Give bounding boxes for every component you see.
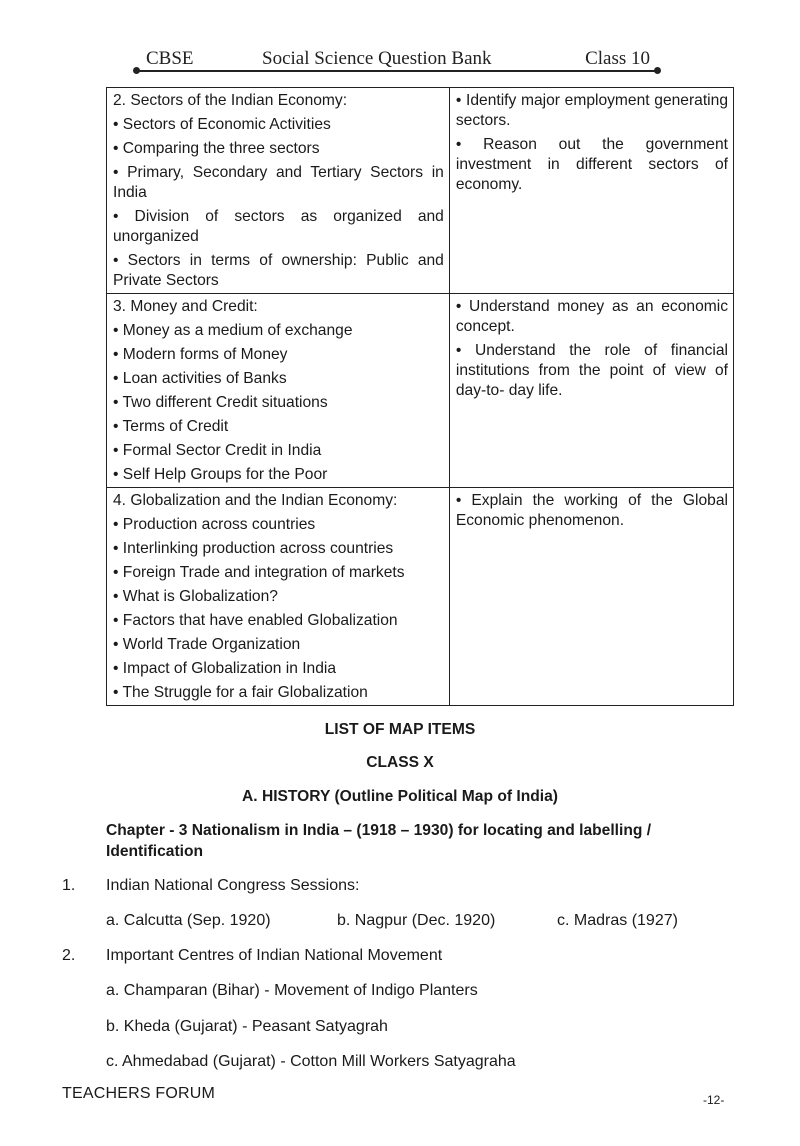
objective-item: • Explain the working of the Global Economic phenomenon. (455, 492, 728, 529)
objective-item: • Understand money as an economic concept. (455, 298, 728, 335)
header-rule (136, 70, 658, 72)
header-rule-dot-left (133, 67, 140, 74)
header-class: Class 10 (585, 48, 650, 69)
item-text: Important Centres of Indian National Movement (106, 947, 443, 964)
topic-item: 4. Globalization and the Indian Economy: (113, 492, 398, 509)
topic-item: • The Struggle for a fair Globalization (113, 684, 368, 701)
history-section-heading: A. HISTORY (Outline Political Map of India) (242, 788, 558, 805)
topic-item: • Terms of Credit (113, 418, 229, 435)
topic-item: • Foreign Trade and integration of markets (113, 564, 405, 581)
topic-item: • Interlinking production across countries (113, 540, 394, 557)
objective-item: • Reason out the government investment in different sectors of economy. (455, 136, 728, 193)
topic-item: • Production across countries (113, 516, 316, 533)
topics-cell (107, 488, 450, 706)
header-board: CBSE (146, 48, 194, 69)
page-header (136, 48, 658, 72)
topic-item: • Sectors of Economic Activities (113, 116, 331, 133)
objectives-cell (449, 488, 733, 706)
chapter-heading: Chapter - 3 Nationalism in India – (1918 – 1930) for locating and labelling / Identification (106, 822, 652, 860)
topic-item: 2. Sectors of the Indian Economy: (113, 92, 348, 109)
objective-item: • Understand the role of financial institutions from the point of view of day-to- day life. (455, 342, 728, 399)
objectives-cell (449, 88, 733, 294)
topic-item: • Division of sectors as organized and unorganized (113, 208, 444, 245)
topic-item: • Modern forms of Money (113, 346, 288, 363)
topics-cell (107, 294, 450, 488)
topic-item: • Sectors in terms of ownership: Public and Private Sectors (113, 252, 444, 289)
item-number: 1. (62, 877, 76, 894)
topic-item: • World Trade Organization (113, 636, 301, 653)
class-heading: CLASS X (366, 754, 434, 771)
objective-item: • Identify major employment generating sectors. (455, 92, 728, 129)
topic-item: • Loan activities of Banks (113, 370, 287, 387)
topic-item: • Self Help Groups for the Poor (113, 466, 328, 483)
table-row (107, 88, 734, 294)
topic-item: 3. Money and Credit: (113, 298, 258, 315)
topic-item: • What is Globalization? (113, 588, 278, 605)
sub-item: b. Kheda (Gujarat) - Peasant Satyagrah (106, 1018, 388, 1035)
table-row (107, 294, 734, 488)
sub-item: a. Calcutta (Sep. 1920) (106, 912, 271, 929)
sub-item: b. Nagpur (Dec. 1920) (337, 912, 496, 929)
header-rule-dot-right (654, 67, 661, 74)
table-row (107, 488, 734, 706)
syllabus-table (106, 87, 734, 706)
topic-item: • Two different Credit situations (113, 394, 328, 411)
topic-item: • Primary, Secondary and Tertiary Sectors in India (113, 164, 444, 201)
item-text: Indian National Congress Sessions: (106, 877, 360, 894)
sub-item: a. Champaran (Bihar) - Movement of Indigo Planters (106, 982, 478, 999)
topic-item: • Money as a medium of exchange (113, 322, 353, 339)
sub-item: c. Ahmedabad (Gujarat) - Cotton Mill Workers Satyagraha (106, 1053, 516, 1070)
sub-item: c. Madras (1927) (557, 912, 678, 929)
topic-item: • Formal Sector Credit in India (113, 442, 322, 459)
footer-publisher: TEACHERS FORUM (62, 1085, 216, 1102)
objectives-cell (449, 294, 733, 488)
topics-cell (107, 88, 450, 294)
page-number: -12- (703, 1093, 725, 1107)
item-number: 2. (62, 947, 76, 964)
header-book-title: Social Science Question Bank (262, 48, 492, 69)
topic-item: • Impact of Globalization in India (113, 660, 337, 677)
map-items-title: LIST OF MAP ITEMS (324, 721, 476, 738)
topic-item: • Comparing the three sectors (113, 140, 320, 157)
topic-item: • Factors that have enabled Globalization (113, 612, 398, 629)
